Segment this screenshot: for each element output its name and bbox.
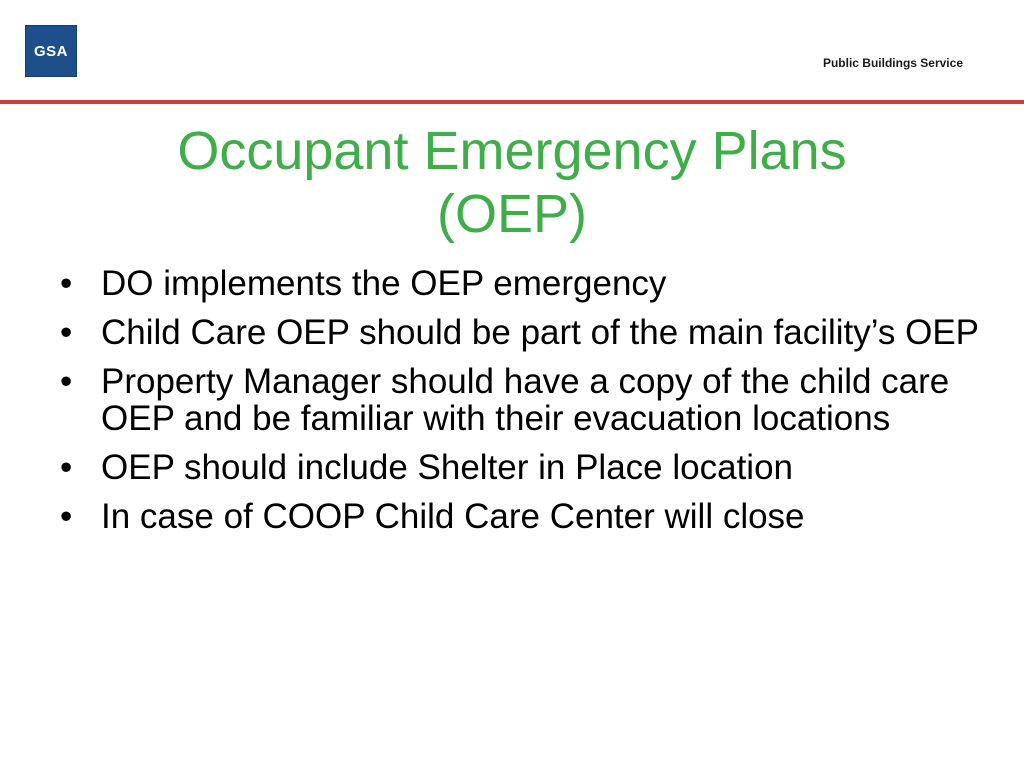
- bullet-item: [0, 265, 1000, 302]
- bullet-text: Child Care OEP should be part of the main facility’s OEP: [101, 313, 980, 352]
- bullet-icon: •: [60, 264, 73, 303]
- bullet-item: [0, 314, 1000, 351]
- bullet-icon: •: [60, 448, 73, 487]
- bullet-list: [0, 265, 1000, 547]
- title-line-1: Occupant Emergency Plans: [177, 121, 847, 181]
- bullet-text: In case of COOP Child Care Center will close: [101, 497, 805, 536]
- bullet-text: OEP should include Shelter in Place location: [101, 448, 794, 487]
- bullet-text: DO implements the OEP emergency: [101, 264, 667, 303]
- bullet-item: [0, 449, 1000, 486]
- org-name: Public Buildings Service: [822, 56, 963, 70]
- bullet-icon: •: [60, 313, 73, 352]
- bullet-icon: •: [60, 362, 73, 401]
- bullet-item: [0, 498, 1000, 535]
- gsa-logo: [25, 25, 77, 77]
- title-line-2: (OEP): [436, 184, 587, 244]
- bullet-item: [0, 363, 1000, 437]
- bullet-icon: •: [60, 497, 73, 536]
- logo-text: GSA: [33, 42, 68, 60]
- header-divider: [0, 100, 1024, 104]
- bullet-text: Property Manager should have a copy of the child care OEP and be familiar with their evacuation locations: [101, 362, 950, 438]
- slide-title: [0, 120, 1024, 246]
